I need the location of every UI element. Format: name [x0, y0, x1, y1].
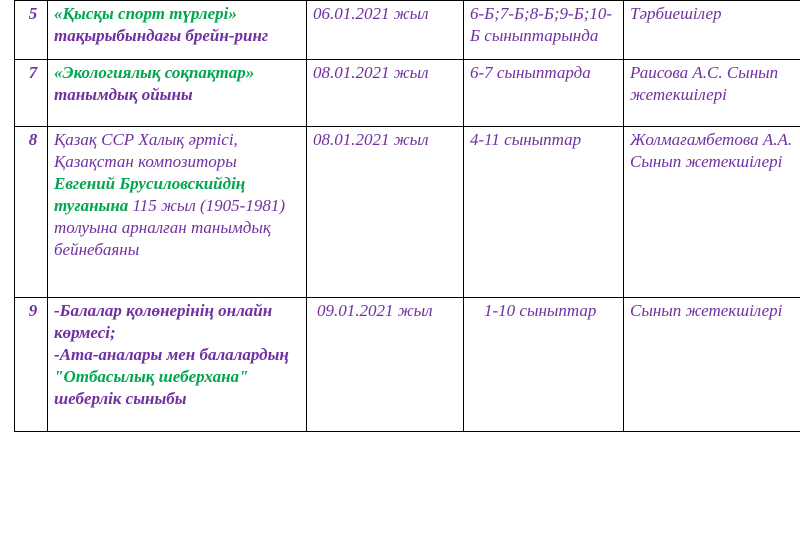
- event-highlight: "Отбасылық шеберхана": [54, 367, 249, 386]
- date-cell: 08.01.2021 жыл: [307, 60, 464, 127]
- event-cell: [48, 298, 307, 432]
- responsible-cell: Жолмағамбетова А.А. Сынып жетекшілері: [624, 127, 800, 298]
- event-text-part2: 115 жыл (1905-1981) толуына арналған танымдық бейнебаяны: [54, 196, 286, 259]
- table-row: [15, 1, 800, 60]
- table-row: [15, 127, 800, 298]
- event-description: шеберлік сыныбы: [54, 389, 187, 408]
- row-number: 5: [15, 1, 48, 60]
- date-cell: 06.01.2021 жыл: [307, 1, 464, 60]
- date-cell: 08.01.2021 жыл: [307, 127, 464, 298]
- row-number: 9: [15, 298, 48, 432]
- event-cell: [48, 127, 307, 298]
- classes-cell: 6-Б;7-Б;8-Б;9-Б;10-Б сыныптарында: [464, 1, 624, 60]
- event-highlight: Евгений Брусиловскийдің туғанына: [54, 174, 246, 215]
- event-title: «Экологиялық соқпақтар»: [54, 63, 255, 82]
- events-table: [14, 0, 800, 432]
- date-cell: 09.01.2021 жыл: [307, 298, 464, 432]
- event-description: тақырыбындағы брейн-ринг: [54, 26, 269, 45]
- responsible-cell: Тәрбиешілер: [624, 1, 800, 60]
- event-line-2: -Ата-аналары мен балалардың: [54, 345, 289, 364]
- table-row: [15, 60, 800, 127]
- classes-cell: 1-10 сыныптар: [464, 298, 624, 432]
- classes-cell: 4-11 сыныптар: [464, 127, 624, 298]
- event-cell: [48, 1, 307, 60]
- row-number: 7: [15, 60, 48, 127]
- table-row: [15, 298, 800, 432]
- event-description: танымдық ойыны: [54, 85, 193, 104]
- classes-cell: 6-7 сыныптарда: [464, 60, 624, 127]
- event-cell: [48, 60, 307, 127]
- event-title: «Қысқы спорт түрлері»: [54, 4, 237, 23]
- event-line-1: -Балалар қолөнерінің онлайн көрмесі;: [54, 301, 273, 342]
- event-text-part1: Қазақ ССР Халық әртісі, Қазақстан композиторы: [54, 130, 238, 171]
- row-number: 8: [15, 127, 48, 298]
- responsible-cell: Раисова А.С. Сынып жетекшілері: [624, 60, 800, 127]
- responsible-cell: Сынып жетекшілері: [624, 298, 800, 432]
